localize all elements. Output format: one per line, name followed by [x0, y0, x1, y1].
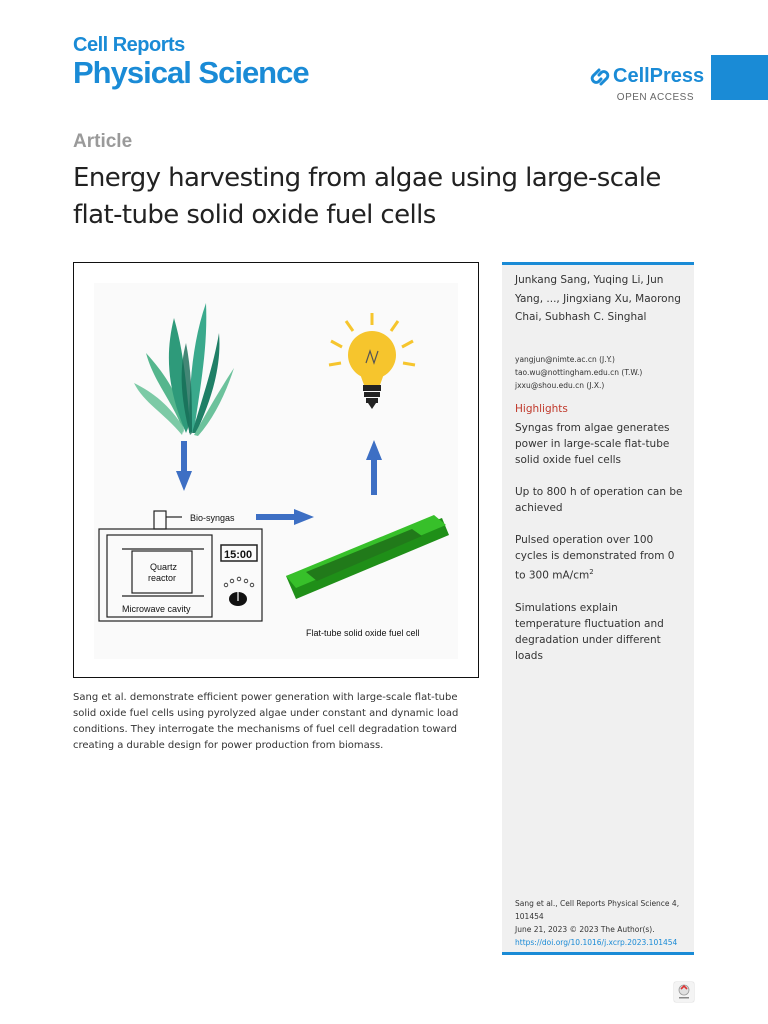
timer-display: 15:00 — [224, 549, 253, 561]
quartz-label: Quartz — [150, 562, 178, 572]
highlights-list — [515, 420, 687, 680]
citation-text: Sang et al., Cell Reports Physical Science 4, 101454 — [515, 899, 680, 921]
journal-name-line1: Cell Reports — [73, 34, 185, 56]
highlight-item: Up to 800 h of operation can be achieved — [515, 486, 683, 514]
fuel-cell-label: Flat-tube solid oxide fuel cell — [306, 628, 420, 638]
email-list — [515, 353, 690, 392]
publisher-logo — [590, 65, 705, 103]
email-item[interactable]: tao.wu@nottingham.edu.cn (T.W.) — [515, 368, 643, 377]
highlight-text: Pulsed operation over 100 cycles is demonstrated from 0 to 300 mA/cm — [515, 534, 675, 582]
highlights-heading: Highlights — [515, 403, 568, 415]
check-for-updates-icon — [674, 982, 694, 1002]
email-item[interactable]: yangjun@nimte.ac.cn (J.Y.) — [515, 355, 615, 364]
journal-name-line2: Physical Science — [73, 55, 309, 90]
publisher-name: CellPress — [613, 65, 705, 87]
journal-logo — [73, 34, 309, 90]
author-list: Junkang Sang, Yuqing Li, Jun Yang, ..., Jingxiang Xu, Maorong Chai, Subhash C. Singhal — [515, 274, 681, 323]
reactor-label: reactor — [148, 573, 177, 583]
check-for-updates-badge[interactable] — [674, 982, 694, 1002]
biosyngas-label: Bio-syngas — [190, 513, 235, 523]
open-access-label: OPEN ACCESS — [616, 91, 694, 103]
summary-paragraph: Sang et al. demonstrate efficient power generation with large-scale flat-tube solid oxide fuel cells using pyrolyzed algae under constant and dynamic load conditions. They interrogate the mechanisms of fuel cell degradation toward creating a durable design for power production from biomass. — [73, 692, 459, 751]
article-sidebar — [502, 262, 694, 955]
microwave-label: Microwave cavity — [122, 604, 191, 614]
cellpress-logo-icon — [590, 67, 610, 87]
highlight-item — [515, 532, 687, 584]
article-title: Energy harvesting from algae using large-scale flat-tube solid oxide fuel cells — [73, 163, 661, 230]
email-item[interactable]: jxxu@shou.edu.cn (J.X.) — [515, 381, 605, 390]
citation-block — [515, 897, 687, 949]
publication-date: June 21, 2023 © 2023 The Author(s). — [515, 925, 655, 934]
graphical-abstract-drawing — [74, 263, 480, 679]
highlight-superscript: 2 — [589, 568, 594, 576]
highlight-item: Simulations explain temperature fluctuation and degradation under different loads — [515, 601, 664, 662]
doi-link[interactable]: https://doi.org/10.1016/j.xcrp.2023.101454 — [515, 938, 678, 947]
highlight-item: Syngas from algae generates power in large-scale flat-tube solid oxide fuel cells — [515, 422, 670, 466]
article-type: Article — [73, 131, 133, 152]
brand-tab — [711, 55, 768, 100]
graphical-abstract — [73, 262, 479, 678]
